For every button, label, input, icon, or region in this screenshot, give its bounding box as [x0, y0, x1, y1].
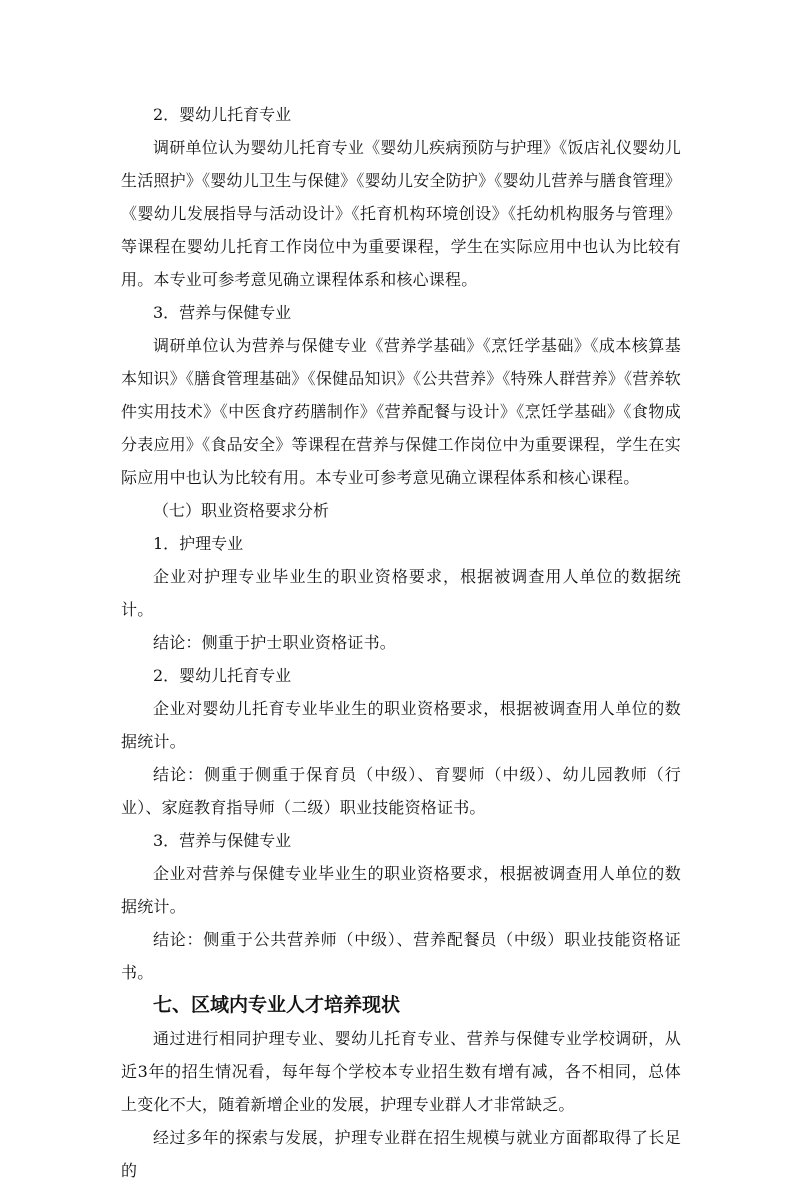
paragraph-development: 经过多年的探索与发展，护理专业群在招生规模与就业方面都取得了长足的: [121, 1128, 681, 1180]
paragraph-infant-care-requirements: 企业对婴幼儿托育专业毕业生的职业资格要求，根据被调查用人单位的数据统计。: [121, 699, 681, 751]
paragraph-nutrition-requirements: 企业对营养与保健专业毕业生的职业资格要求，根据被调查用人单位的数据统计。: [121, 864, 681, 916]
subheading-nursing-major: 1．护理专业: [153, 534, 244, 553]
paragraph-enrollment-survey: 通过进行相同护理专业、婴幼儿托育专业、营养与保健专业学校调研，从近3年的招生情况看，每年每个学校本专业招生数有增有减，各不相同，总体上变化不大，随着新增企业的发展，护理专业群人才非常缺乏。: [121, 1029, 681, 1114]
paragraph-infant-care-courses: 调研单位认为婴幼儿托育专业《婴幼儿疾病预防与护理》《饭店礼仪婴幼儿生活照护》《婴幼儿卫生与保健》《婴幼儿安全防护》《婴幼儿营养与膳食管理》《婴幼儿发展指导与活动设计》《托育机构环境创设》《托幼机构服务与管理》等课程在婴幼儿托育工作岗位中为重要课程，学生在实际应用中也认为比较有用。本专业可参考意见确立课程体系和核心课程。: [121, 138, 681, 289]
subheading-qualification-analysis: （七）职业资格要求分析: [153, 501, 330, 520]
paragraph-nutrition-conclusion: 结论：侧重于公共营养师（中级）、营养配餐员（中级）职业技能资格证书。: [121, 930, 681, 982]
subheading-infant-care-major-2: 2．婴幼儿托育专业: [153, 666, 292, 685]
paragraph-infant-care-conclusion: 结论：侧重于侧重于保育员（中级）、育婴师（中级）、幼儿园教师（行业）、家庭教育指导师（二级）职业技能资格证书。: [121, 765, 681, 817]
paragraph-nutrition-courses: 调研单位认为营养与保健专业《营养学基础》《烹饪学基础》《成本核算基本知识》《膳食管理基础》《保健品知识》《公共营养》《特殊人群营养》《营养软件实用技术》《中医食疗药膳制作》《营养配餐与设计》《烹饪学基础》《食物成分表应用》《食品安全》等课程在营养与保健工作岗位中为重要课程，学生在实际应用中也认为比较有用。本专业可参考意见确立课程体系和核心课程。: [121, 336, 681, 487]
subheading-nutrition-health-major: 3．营养与保健专业: [153, 303, 292, 322]
document-body: [121, 98, 681, 1187]
paragraph-nursing-requirements: 企业对护理专业毕业生的职业资格要求，根据被调查用人单位的数据统计。: [121, 567, 681, 619]
subheading-nutrition-health-major-2: 3．营养与保健专业: [153, 831, 292, 850]
paragraph-nursing-conclusion: 结论：侧重于护士职业资格证书。: [153, 633, 397, 652]
section-heading-regional-training: 七、区域内专业人才培养现状: [153, 994, 401, 1016]
subheading-infant-care-major: 2．婴幼儿托育专业: [153, 105, 292, 124]
